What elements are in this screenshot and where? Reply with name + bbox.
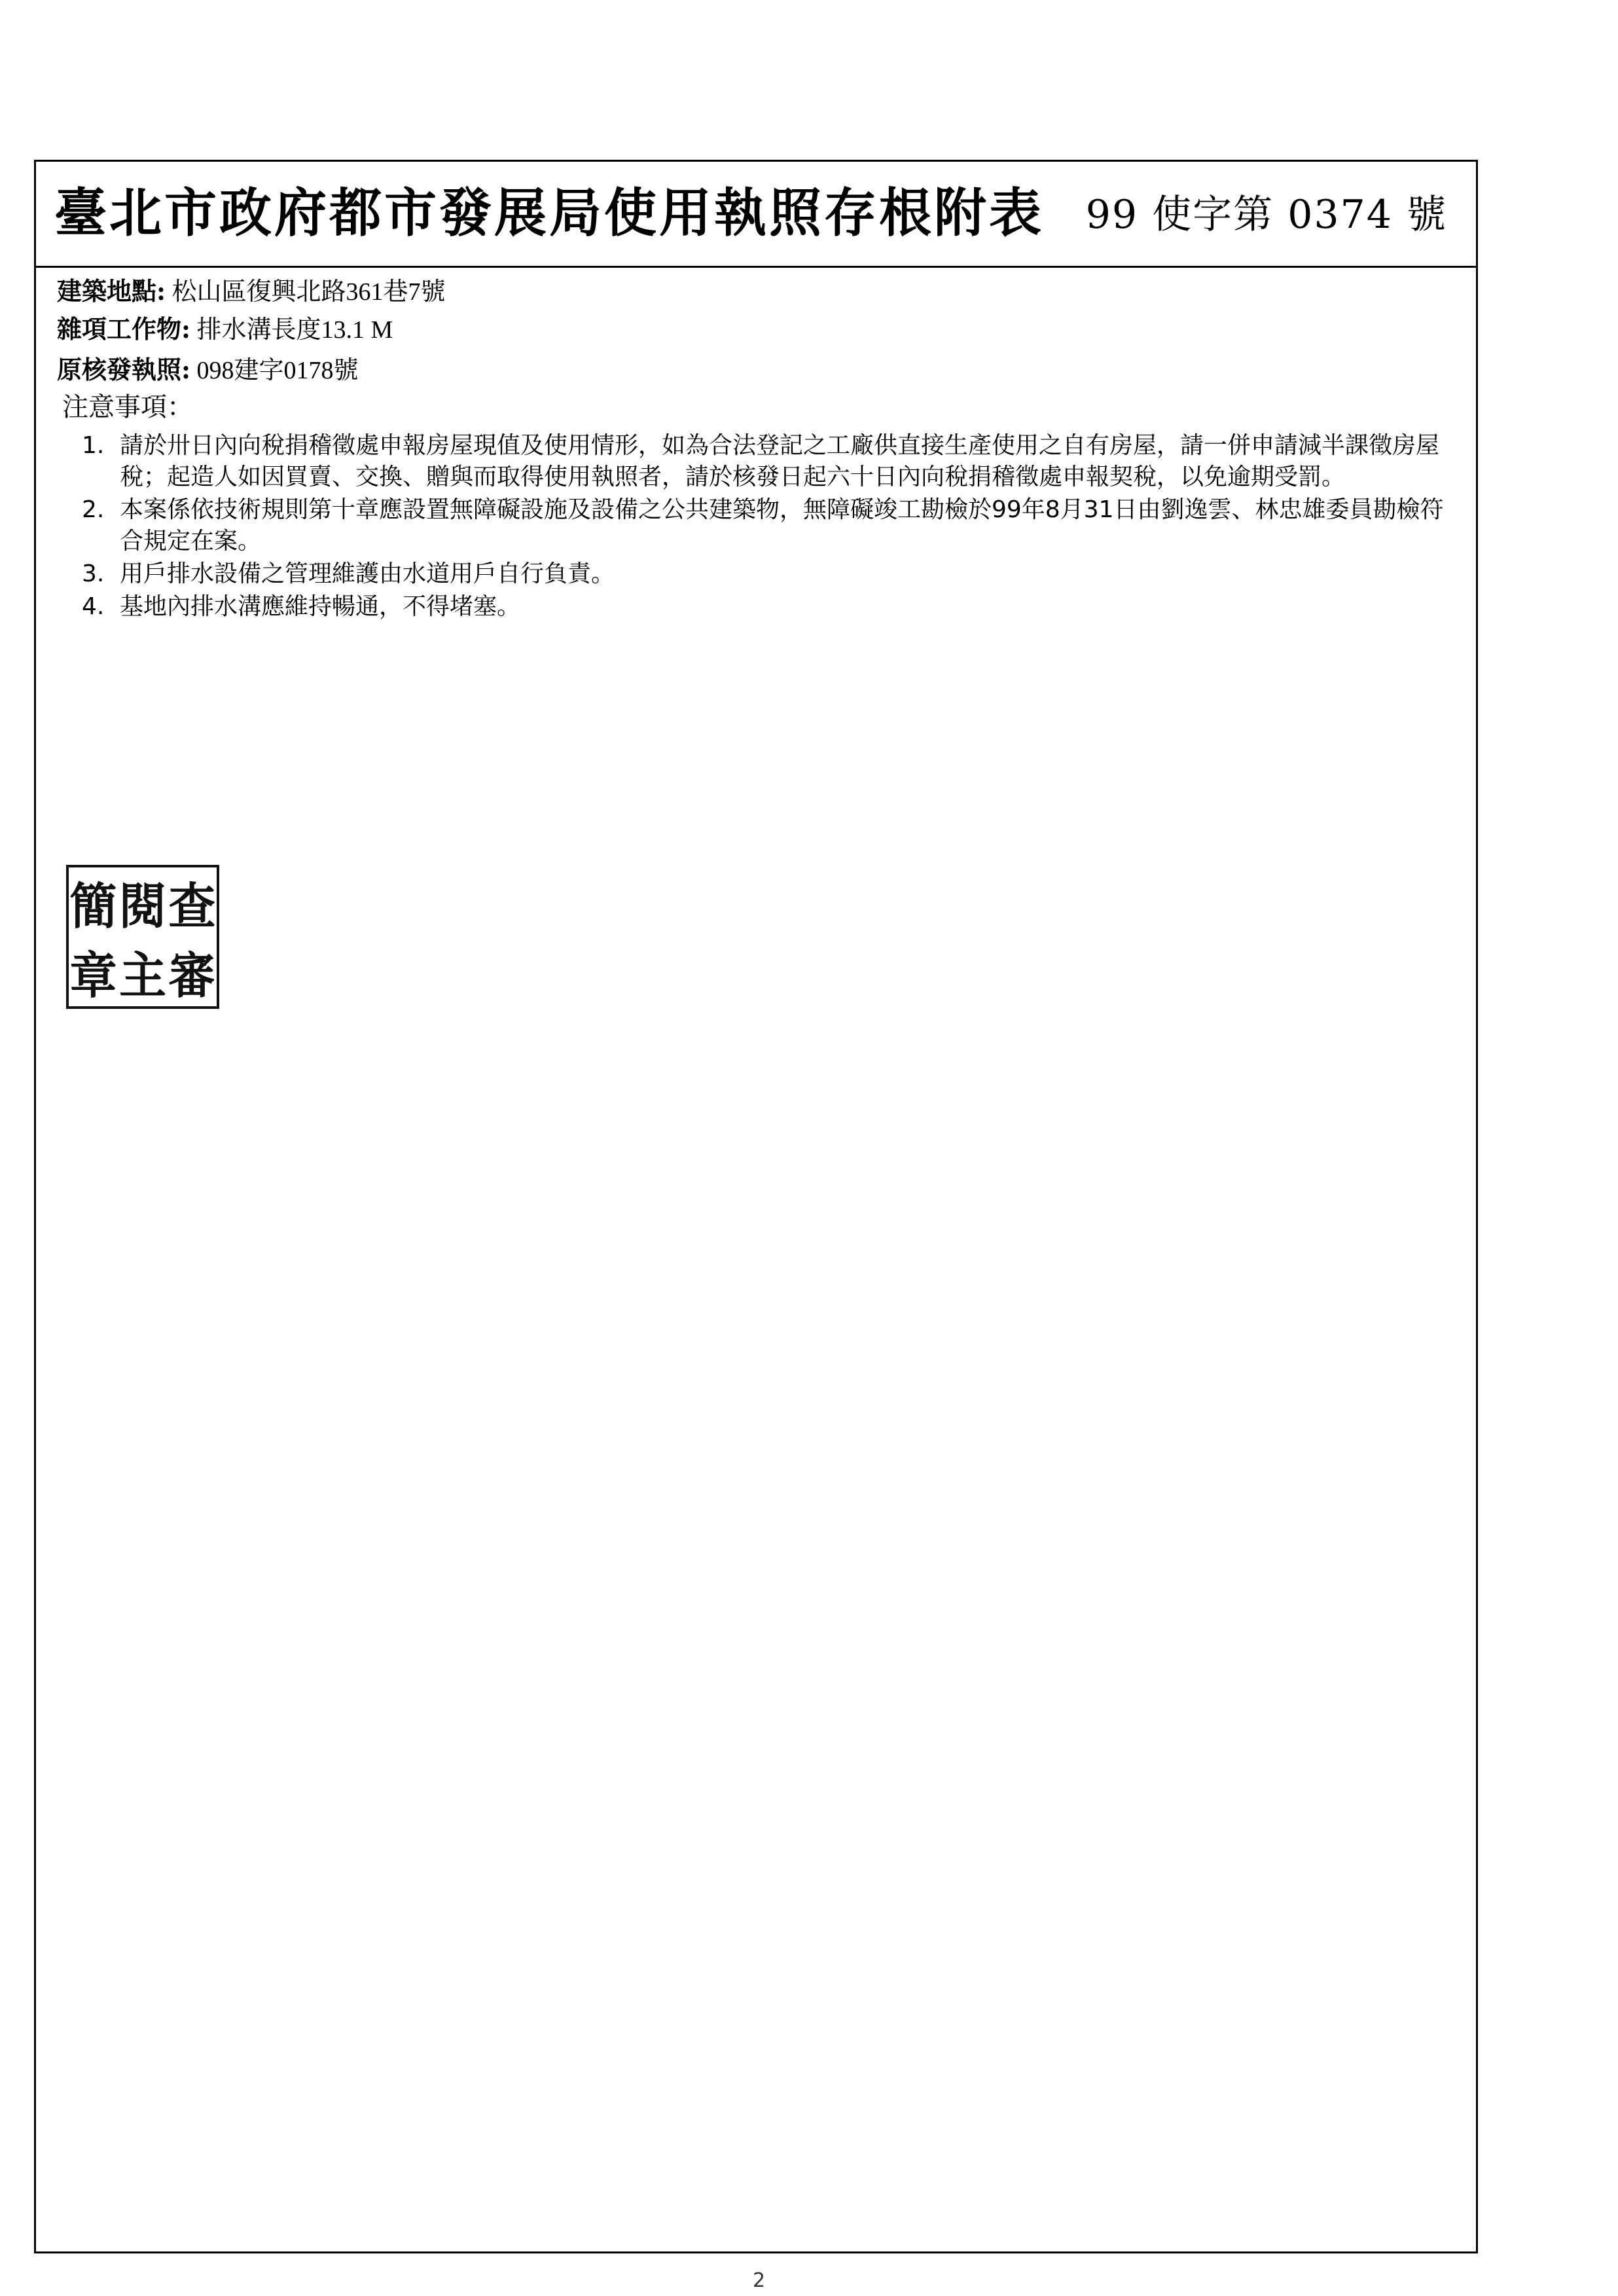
seal-character: 主 xyxy=(118,946,166,1005)
document-title: 臺北市政府都市發展局使用執照存根附表 xyxy=(54,182,1044,244)
field-value: 098建字0178號 xyxy=(190,357,359,384)
permit-number: 99 使字第 0374 號 xyxy=(1085,192,1447,238)
page-number: 2 xyxy=(753,2269,766,2292)
field-label: 雜項工作物: xyxy=(57,314,191,344)
field-label: 原核發執照: xyxy=(57,355,191,384)
document-header xyxy=(36,162,1476,268)
field-value: 排水溝長度13.1 M xyxy=(190,316,393,344)
seal-character: 簡 xyxy=(69,877,117,936)
note-item xyxy=(82,591,1456,623)
note-item xyxy=(82,430,1456,493)
field-original-permit xyxy=(57,354,359,386)
note-number: 1. xyxy=(82,432,105,459)
seal-character: 章 xyxy=(69,946,117,1005)
note-number: 2. xyxy=(82,496,105,523)
field-value: 松山區復興北路361巷7號 xyxy=(166,278,446,306)
seal-character: 查 xyxy=(168,877,216,936)
note-item xyxy=(82,558,1456,590)
field-misc-structure xyxy=(57,314,393,346)
seal-character: 審 xyxy=(168,946,216,1005)
note-text: 本案係依技術規則第十章應設置無障礙設施及設備之公共建築物，無障礙竣工勘檢於99年8月31日由劉逸雲、林忠雄委員勘檢符合規定在案。 xyxy=(120,496,1444,555)
note-text: 基地內排水溝應維持暢通，不得堵塞。 xyxy=(120,593,521,620)
note-text: 請於卅日內向稅捐稽徵處申報房屋現值及使用情形，如為合法登記之工廠供直接生產使用之自有房屋，請一併申請減半課徵房屋稅；起造人如因買賣、交換、贈與而取得使用執照者，請於核發日起六十日內向稅捐稽徵處申報契稅，以免逾期受罰。 xyxy=(120,432,1440,490)
notes-heading: 注意事項： xyxy=(62,392,193,422)
note-number: 3. xyxy=(82,560,105,587)
official-seal-stamp xyxy=(66,865,219,1009)
field-building-location xyxy=(57,276,446,308)
seal-character: 閱 xyxy=(118,877,166,936)
note-number: 4. xyxy=(82,593,105,620)
document-frame xyxy=(34,160,1478,2253)
field-label: 建築地點: xyxy=(57,276,166,306)
note-text: 用戶排水設備之管理維護由水道用戶自行負責。 xyxy=(120,560,615,587)
notes-list xyxy=(82,430,1456,624)
note-item xyxy=(82,494,1456,557)
